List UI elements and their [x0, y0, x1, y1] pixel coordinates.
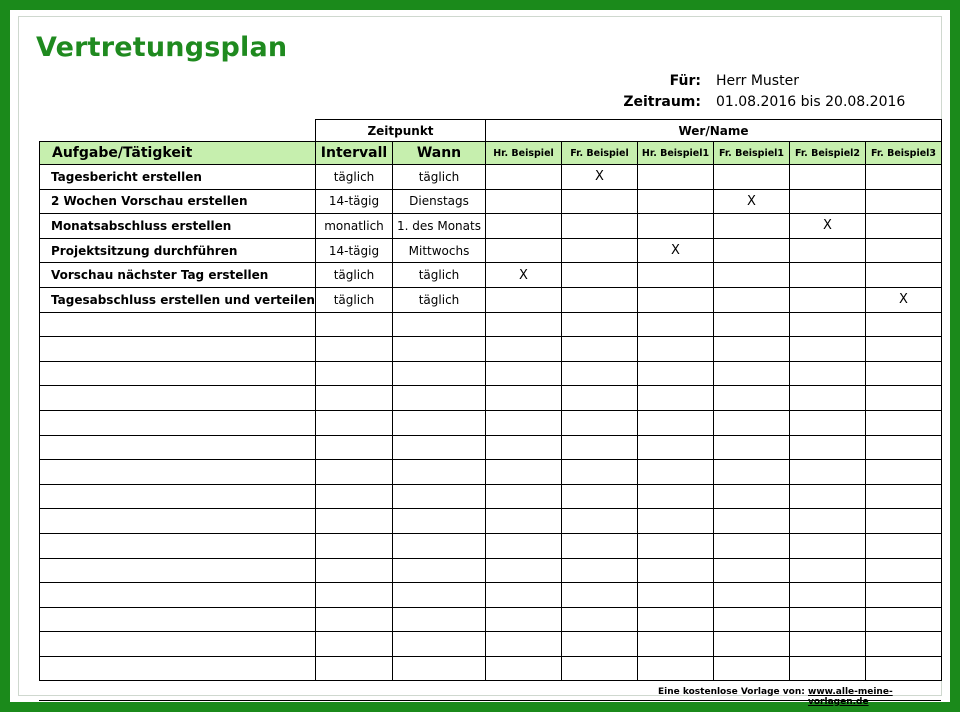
assignment-cell [562, 361, 638, 386]
intervall-cell [316, 607, 393, 632]
assignment-cell [714, 558, 790, 583]
table-row [40, 583, 942, 608]
footer-divider [39, 700, 941, 701]
assignment-cell [714, 632, 790, 657]
wann-cell [393, 558, 486, 583]
task-cell [40, 607, 316, 632]
assignment-cell [638, 287, 714, 312]
task-cell [40, 583, 316, 608]
assignment-cell [638, 435, 714, 460]
task-cell: Vorschau nächster Tag erstellen [40, 263, 316, 288]
group-wer-name: Wer/Name [486, 120, 942, 142]
assignment-cell [790, 238, 866, 263]
task-cell [40, 558, 316, 583]
assignment-cell [638, 533, 714, 558]
assignment-cell [714, 287, 790, 312]
intervall-cell [316, 632, 393, 657]
assignment-cell [486, 656, 562, 681]
assignment-cell [486, 583, 562, 608]
assignment-cell [866, 386, 942, 411]
wann-cell [393, 484, 486, 509]
assignment-cell [638, 607, 714, 632]
assignment-cell [486, 410, 562, 435]
table-row [40, 263, 942, 288]
table-row [40, 509, 942, 534]
assignment-cell [638, 484, 714, 509]
table-row [40, 607, 942, 632]
page-title: Vertretungsplan [36, 32, 288, 63]
intervall-cell [316, 656, 393, 681]
assignment-cell [790, 189, 866, 214]
intervall-cell: 14-tägig [316, 238, 393, 263]
assignment-cell [714, 386, 790, 411]
assignment-cell [866, 558, 942, 583]
header-person: Fr. Beispiel [562, 142, 638, 165]
task-cell: Projektsitzung durchführen [40, 238, 316, 263]
assignment-cell [866, 484, 942, 509]
assignment-cell [790, 263, 866, 288]
header-task: Aufgabe/Tätigkeit [40, 142, 316, 165]
assignment-cell [486, 238, 562, 263]
wann-cell [393, 509, 486, 534]
assignment-cell [790, 533, 866, 558]
assignment-cell [486, 189, 562, 214]
wann-cell [393, 337, 486, 362]
assignment-cell [562, 558, 638, 583]
assignment-cell: X [486, 263, 562, 288]
assignment-cell [714, 509, 790, 534]
assignment-cell [562, 632, 638, 657]
assignment-cell [486, 165, 562, 190]
table-row [40, 287, 942, 312]
assignment-cell [866, 410, 942, 435]
assignment-cell [866, 337, 942, 362]
intervall-cell: täglich [316, 287, 393, 312]
group-blank-cell [40, 120, 316, 142]
assignment-cell: X [638, 238, 714, 263]
assignment-cell [638, 583, 714, 608]
assignment-cell [866, 509, 942, 534]
footer-link[interactable]: www.alle-meine-vorlagen.de [808, 687, 893, 707]
wann-cell [393, 361, 486, 386]
intervall-cell [316, 410, 393, 435]
assignment-cell [790, 435, 866, 460]
assignment-cell [866, 435, 942, 460]
intervall-cell [316, 509, 393, 534]
fuer-label: Für: [669, 73, 701, 89]
assignment-cell [790, 632, 866, 657]
wann-cell: täglich [393, 165, 486, 190]
assignment-cell [486, 337, 562, 362]
table-row [40, 460, 942, 485]
assignment-cell [638, 632, 714, 657]
task-cell [40, 484, 316, 509]
intervall-cell: täglich [316, 165, 393, 190]
assignment-cell [562, 410, 638, 435]
assignment-cell [790, 583, 866, 608]
assignment-cell [562, 263, 638, 288]
assignment-cell [562, 287, 638, 312]
assignment-cell [562, 583, 638, 608]
assignment-cell [714, 583, 790, 608]
intervall-cell [316, 460, 393, 485]
task-cell: Tagesbericht erstellen [40, 165, 316, 190]
intervall-cell [316, 386, 393, 411]
table-row [40, 337, 942, 362]
assignment-cell [562, 435, 638, 460]
wann-cell: Mittwochs [393, 238, 486, 263]
assignment-cell [638, 558, 714, 583]
assignment-cell [562, 509, 638, 534]
assignment-cell [486, 214, 562, 239]
task-cell: 2 Wochen Vorschau erstellen [40, 189, 316, 214]
assignment-cell [790, 287, 866, 312]
wann-cell [393, 533, 486, 558]
task-cell [40, 509, 316, 534]
wann-cell [393, 435, 486, 460]
assignment-cell [562, 533, 638, 558]
assignment-cell [714, 656, 790, 681]
task-cell [40, 435, 316, 460]
task-cell: Monatsabschluss erstellen [40, 214, 316, 239]
intervall-cell [316, 337, 393, 362]
assignment-cell [562, 337, 638, 362]
task-cell [40, 386, 316, 411]
assignment-cell [638, 263, 714, 288]
wann-cell [393, 583, 486, 608]
intervall-cell [316, 435, 393, 460]
assignment-cell [714, 533, 790, 558]
assignment-cell [866, 583, 942, 608]
intervall-cell [316, 312, 393, 337]
header-person: Fr. Beispiel3 [866, 142, 942, 165]
task-cell [40, 656, 316, 681]
assignment-cell [638, 410, 714, 435]
assignment-cell [714, 410, 790, 435]
assignment-cell: X [714, 189, 790, 214]
assignment-cell [562, 386, 638, 411]
header-person: Fr. Beispiel1 [714, 142, 790, 165]
assignment-cell [638, 337, 714, 362]
assignment-cell [562, 189, 638, 214]
assignment-cell [790, 337, 866, 362]
assignment-cell [486, 435, 562, 460]
assignment-cell [714, 435, 790, 460]
footer-text: Eine kostenlose Vorlage von: [658, 687, 805, 697]
assignment-cell [790, 558, 866, 583]
table-row [40, 410, 942, 435]
assignment-cell [790, 165, 866, 190]
assignment-cell: X [790, 214, 866, 239]
assignment-cell [714, 165, 790, 190]
intervall-cell [316, 558, 393, 583]
assignment-cell [714, 607, 790, 632]
header-intervall: Intervall [316, 142, 393, 165]
assignment-cell [638, 165, 714, 190]
header-person: Fr. Beispiel2 [790, 142, 866, 165]
assignment-cell [486, 533, 562, 558]
assignment-cell [714, 238, 790, 263]
assignment-cell [638, 361, 714, 386]
assignment-cell [486, 287, 562, 312]
table-row [40, 312, 942, 337]
assignment-cell [714, 312, 790, 337]
intervall-cell [316, 484, 393, 509]
table-row [40, 165, 942, 190]
wann-cell [393, 607, 486, 632]
assignment-cell [866, 460, 942, 485]
assignment-cell [638, 312, 714, 337]
wann-cell: 1. des Monats [393, 214, 486, 239]
assignment-cell [486, 361, 562, 386]
assignment-cell [866, 533, 942, 558]
assignment-cell [486, 484, 562, 509]
assignment-cell [638, 656, 714, 681]
assignment-cell [790, 460, 866, 485]
intervall-cell [316, 361, 393, 386]
intervall-cell: täglich [316, 263, 393, 288]
table-row [40, 632, 942, 657]
assignment-cell: X [866, 287, 942, 312]
column-header-row [40, 142, 942, 165]
assignment-cell [714, 361, 790, 386]
assignment-cell [866, 312, 942, 337]
assignment-cell [790, 386, 866, 411]
task-cell: Tagesabschluss erstellen und verteilen [40, 287, 316, 312]
assignment-cell: X [562, 165, 638, 190]
wann-cell [393, 632, 486, 657]
header-person: Hr. Beispiel1 [638, 142, 714, 165]
table-row [40, 558, 942, 583]
table-row [40, 386, 942, 411]
assignment-cell [638, 509, 714, 534]
task-cell [40, 460, 316, 485]
zeitraum-label: Zeitraum: [623, 94, 701, 110]
task-cell [40, 632, 316, 657]
assignment-cell [638, 214, 714, 239]
table-row [40, 189, 942, 214]
intervall-cell: 14-tägig [316, 189, 393, 214]
assignment-cell [866, 214, 942, 239]
group-header-row [40, 120, 942, 142]
assignment-cell [866, 656, 942, 681]
wann-cell: Dienstags [393, 189, 486, 214]
assignment-cell [562, 214, 638, 239]
assignment-cell [790, 509, 866, 534]
assignment-cell [866, 238, 942, 263]
assignment-cell [790, 607, 866, 632]
assignment-cell [486, 460, 562, 485]
task-cell [40, 533, 316, 558]
table-row [40, 214, 942, 239]
assignment-cell [562, 656, 638, 681]
wann-cell [393, 460, 486, 485]
task-cell [40, 410, 316, 435]
wann-cell [393, 386, 486, 411]
assignment-cell [790, 361, 866, 386]
wann-cell: täglich [393, 263, 486, 288]
assignment-cell [486, 558, 562, 583]
assignment-cell [714, 460, 790, 485]
assignment-cell [562, 484, 638, 509]
table-row [40, 656, 942, 681]
assignment-cell [486, 632, 562, 657]
assignment-cell [486, 607, 562, 632]
assignment-cell [638, 386, 714, 411]
assignment-cell [638, 189, 714, 214]
wann-cell [393, 410, 486, 435]
task-cell [40, 361, 316, 386]
assignment-cell [714, 337, 790, 362]
table-row [40, 238, 942, 263]
wann-cell [393, 312, 486, 337]
assignment-cell [866, 165, 942, 190]
assignment-cell [790, 410, 866, 435]
assignment-cell [866, 189, 942, 214]
task-cell [40, 337, 316, 362]
assignment-cell [638, 460, 714, 485]
assignment-cell [790, 656, 866, 681]
wann-cell: täglich [393, 287, 486, 312]
wann-cell [393, 656, 486, 681]
assignment-cell [866, 607, 942, 632]
assignment-cell [714, 263, 790, 288]
assignment-cell [714, 214, 790, 239]
assignment-cell [562, 607, 638, 632]
assignment-cell [562, 238, 638, 263]
assignment-cell [714, 484, 790, 509]
table-row [40, 361, 942, 386]
assignment-cell [562, 312, 638, 337]
assignment-cell [866, 263, 942, 288]
group-zeitpunkt: Zeitpunkt [316, 120, 486, 142]
assignment-cell [790, 484, 866, 509]
assignment-cell [562, 460, 638, 485]
vertretungsplan-table [39, 119, 942, 681]
intervall-cell: monatlich [316, 214, 393, 239]
assignment-cell [486, 386, 562, 411]
table-row [40, 435, 942, 460]
table-row [40, 484, 942, 509]
intervall-cell [316, 583, 393, 608]
assignment-cell [866, 632, 942, 657]
intervall-cell [316, 533, 393, 558]
fuer-value: Herr Muster [716, 73, 799, 89]
table-row [40, 533, 942, 558]
header-person: Hr. Beispiel [486, 142, 562, 165]
zeitraum-value: 01.08.2016 bis 20.08.2016 [716, 94, 906, 110]
assignment-cell [486, 509, 562, 534]
task-cell [40, 312, 316, 337]
header-wann: Wann [393, 142, 486, 165]
assignment-cell [486, 312, 562, 337]
assignment-cell [790, 312, 866, 337]
assignment-cell [866, 361, 942, 386]
